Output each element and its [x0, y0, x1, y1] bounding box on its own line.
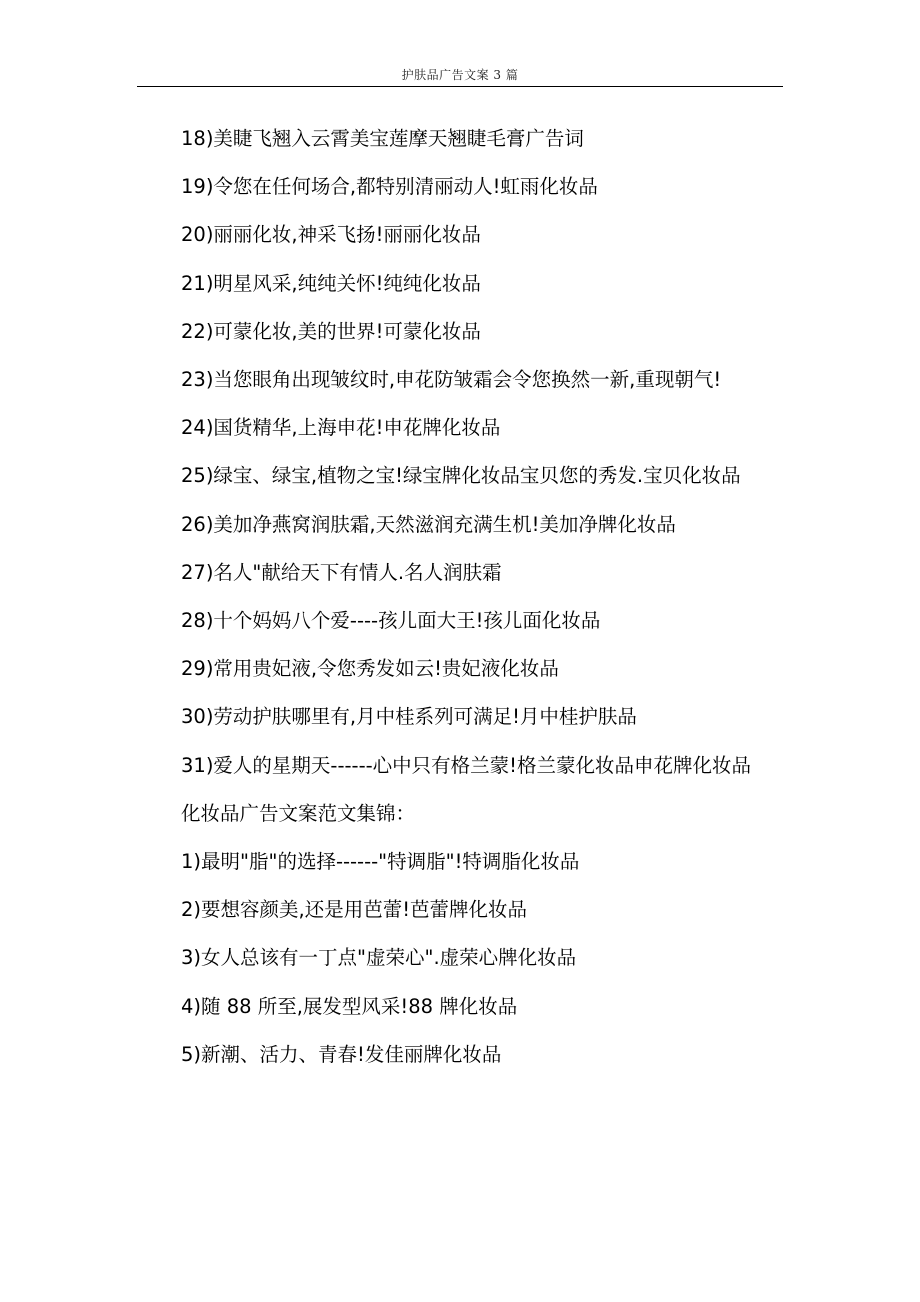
ad-line: 27)名人"献给天下有情人.名人润肤霜 [181, 560, 502, 584]
ad-line: 3)女人总该有一丁点"虚荣心".虚荣心牌化妆品 [181, 946, 577, 970]
document-body [140, 115, 786, 1079]
section-heading: 化妆品广告文案范文集锦： [181, 801, 416, 825]
page-header [137, 60, 783, 87]
ad-line: 28)十个妈妈八个爱----孩儿面大王!孩儿面化妆品 [181, 609, 601, 633]
ad-line: 4)随 88 所至,展发型风采!88 牌化妆品 [181, 994, 518, 1018]
ad-line: 1)最明"脂"的选择------"特调脂"!特调脂化妆品 [181, 850, 580, 874]
ad-line: 20)丽丽化妆,神采飞扬!丽丽化妆品 [181, 223, 481, 247]
ad-line: 30)劳动护肤哪里有,月中桂系列可满足!月中桂护肤品 [181, 705, 637, 729]
ad-line: 18)美睫飞翘入云霄美宝莲摩天翘睫毛膏广告词 [181, 127, 584, 150]
ad-line: 5)新潮、活力、青春!发佳丽牌化妆品 [181, 1042, 502, 1066]
header-title: 护肤品广告文案 3 篇 [401, 68, 519, 82]
ad-line: 22)可蒙化妆,美的世界!可蒙化妆品 [181, 319, 481, 343]
ad-line: 21)明星风采,纯纯关怀!纯纯化妆品 [181, 271, 481, 295]
ad-line: 24)国货精华,上海申花!申花牌化妆品 [181, 416, 501, 440]
ad-line: 26)美加净燕窝润肤霜,天然滋润充满生机!美加净牌化妆品 [181, 512, 676, 536]
ad-line: 2)要想容颜美,还是用芭蕾!芭蕾牌化妆品 [181, 898, 528, 922]
ad-line: 29)常用贵妃液,令您秀发如云!贵妃液化妆品 [181, 657, 559, 681]
ad-line: 19)令您在任何场合,都特别清丽动人!虹雨化妆品 [181, 175, 598, 199]
ad-line: 31)爱人的星期天------心中只有格兰蒙!格兰蒙化妆品申花牌化妆品 [181, 753, 751, 777]
ad-line: 25)绿宝、绿宝,植物之宝!绿宝牌化妆品宝贝您的秀发.宝贝化妆品 [181, 464, 741, 488]
ad-line: 23)当您眼角出现皱纹时,申花防皱霜会令您换然一新,重现朝气! [181, 368, 722, 392]
